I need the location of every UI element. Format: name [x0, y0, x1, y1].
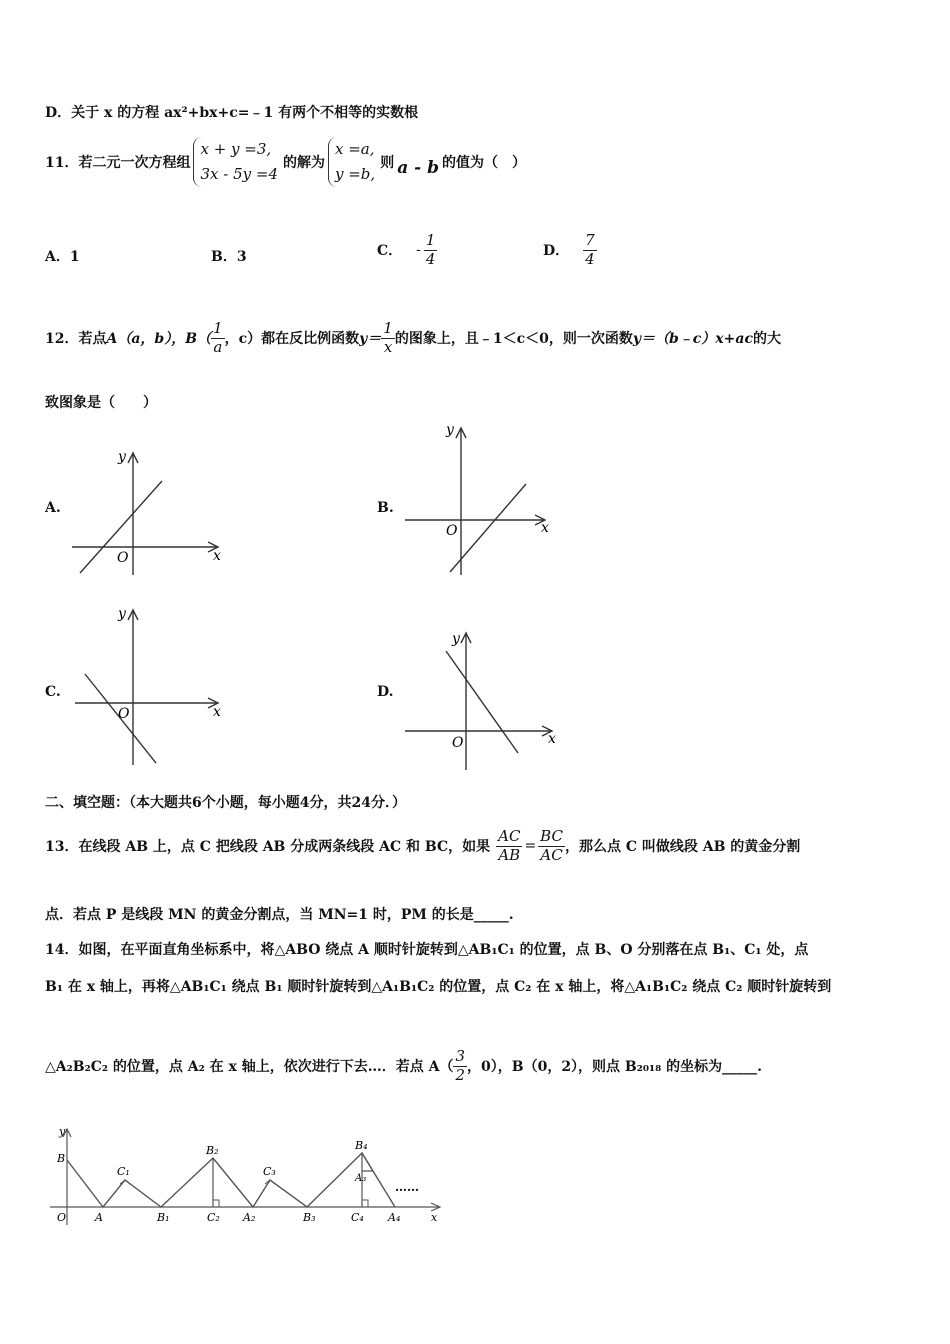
graph-b-x-label: x [541, 520, 549, 536]
fig-label-b1: B₁ [157, 1211, 170, 1224]
q14-frac: $\frac{3}{2}$ [455, 1047, 465, 1084]
graph-c [70, 600, 230, 770]
fig-label-o: O [57, 1211, 67, 1224]
fig-zigzag [67, 1153, 395, 1207]
q11-number: 11．若二元一次方程组 [45, 155, 191, 171]
fig-label-a3: A₃ [355, 1173, 367, 1184]
q14-line3 [45, 1038, 762, 1094]
graph-d-x-label: x [548, 731, 556, 747]
fig-label-c3: C₃ [263, 1165, 276, 1178]
q11-eq1: x + y =3, [200, 140, 272, 159]
graph-b-origin: O [446, 523, 458, 539]
q12-b-frac: $\frac{1}{a}$ [213, 319, 223, 356]
fig-label-b2: B₂ [206, 1144, 219, 1157]
fig-label-b4: B₄ [355, 1139, 368, 1152]
q12-part3: 的大 [752, 331, 781, 347]
q11-option-d: D． $\frac{7}{4}$ [543, 231, 595, 268]
fig-label-c1: C₁ [117, 1165, 130, 1178]
fig-label-a4: A₄ [388, 1211, 401, 1224]
graph-c-y-label: y [118, 606, 126, 622]
fig-label-c4: C₄ [351, 1211, 364, 1224]
graph-b-label: B. [377, 500, 394, 516]
q13-frac-2: $\frac{BC}{AC}$ [540, 827, 563, 864]
q11-solution [328, 137, 377, 187]
q13-line2: 点．若点 P 是线段 MN 的黄金分割点，当 MN=1 时，PM 的长是_____. [45, 907, 514, 923]
q11-mid: 的解为 [283, 155, 325, 171]
question-11 [45, 136, 526, 188]
fig-label-y: y [59, 1125, 66, 1138]
graph-d-label: D. [377, 684, 394, 700]
q11-sol2: y =b, [335, 165, 376, 183]
q11-eq2: 3x - 5y =4 [200, 165, 278, 183]
graph-d-origin: O [452, 735, 464, 751]
q12-part1: 12．若点 [45, 331, 107, 347]
graph-a-label: A. [45, 500, 61, 516]
q12-point-b-pre: B（ [185, 331, 212, 347]
graph-d-y-label: y [452, 631, 460, 647]
graph-c-origin: O [118, 706, 130, 722]
q13-part1: 13．在线段 AB 上，点 C 把线段 AB 分成两条线段 AC 和 BC，如果 [45, 839, 491, 855]
graph-a-y-label: y [118, 449, 126, 465]
q11-option-b: B．3 [211, 249, 247, 265]
prev-option-d: D．关于 x 的方程 ax²+bx+c=﹣1 有两个不相等的实数根 [45, 105, 419, 121]
question-12 [45, 306, 781, 370]
q13-frac-1: $\frac{AC}{AB}$ [498, 827, 521, 864]
fig-label-b: B [57, 1152, 66, 1165]
q11-ask: 的值为（ ） [441, 155, 526, 171]
question-13 [45, 818, 800, 874]
section-2-heading: 二、填空题：（本大题共6个小题，每小题4分，共24分．） [45, 795, 406, 811]
q13-part2: ，那么点 C 叫做线段 AB 的黄金分割 [564, 839, 801, 855]
graph-c-label: C. [45, 684, 61, 700]
q11-option-a: A．1 [45, 249, 80, 265]
q14-line3a: △A₂B₂C₂ 的位置，点 A₂ 在 x 轴上，依次进行下去…．若点 A（ [45, 1059, 454, 1075]
q12-point-a: A（a，b）， [106, 331, 186, 347]
q14-figure [45, 1125, 460, 1235]
q12-line2: 致图象是（ ） [45, 395, 157, 411]
fig-b4-a3-segment [362, 1153, 373, 1171]
q14-line2: B₁ 在 x 轴上，再将△AB₁C₁ 绕点 B₁ 顺时针旋转到△A₁B₁C₂ 的位置，点 C₂ 在 x 轴上，将△A₁B₁C₂ 绕点 C₂ 顺时针旋转到 [45, 979, 832, 995]
graph-b-y-label: y [446, 422, 454, 438]
q12-func-pre: y＝ [359, 331, 382, 347]
fig-label-a: A [95, 1211, 103, 1224]
q14-line3b: ，0），B（0，2），则点 B₂₀₁₈ 的坐标为_____. [467, 1059, 763, 1075]
graph-d [400, 625, 565, 775]
graph-a-origin: O [117, 550, 129, 566]
fig-right-angle-c4 [362, 1200, 368, 1207]
q12-part2: 的图象上，且﹣1＜c＜0，则一次函数 [394, 331, 633, 347]
q11-then: 则 [380, 155, 395, 171]
graph-c-x-label: x [213, 704, 221, 720]
fig-label-c2: C₂ [207, 1211, 220, 1224]
graph-b [400, 420, 560, 580]
q12-func-frac: $\frac{1}{x}$ [383, 319, 393, 356]
q13-equals: = [524, 838, 537, 854]
q12-point-b-post: ，c）都在反比例函数 [224, 331, 360, 347]
graph-a-x-label: x [213, 548, 221, 564]
q11-sol1: x =a, [335, 140, 375, 159]
q12-func2: y＝（b﹣c）x+ac [632, 331, 753, 347]
fig-label-b3: B₃ [303, 1211, 316, 1224]
fig-ellipsis: …… [395, 1180, 419, 1194]
fig-right-angle-c2 [213, 1200, 219, 1207]
q11-expr: a - b [397, 158, 439, 178]
q11-equation-system [193, 137, 280, 187]
q11-option-c: C． - $\frac{1}{4}$ [377, 231, 436, 268]
graph-a [70, 445, 230, 580]
q14-line1: 14．如图，在平面直角坐标系中，将△ABO 绕点 A 顺时针旋转到△AB₁C₁ 的位置，点 B、O 分别落在点 B₁、C₁ 处，点 [45, 942, 809, 958]
fig-label-a2: A₂ [243, 1211, 256, 1224]
fig-label-x: x [431, 1211, 438, 1224]
